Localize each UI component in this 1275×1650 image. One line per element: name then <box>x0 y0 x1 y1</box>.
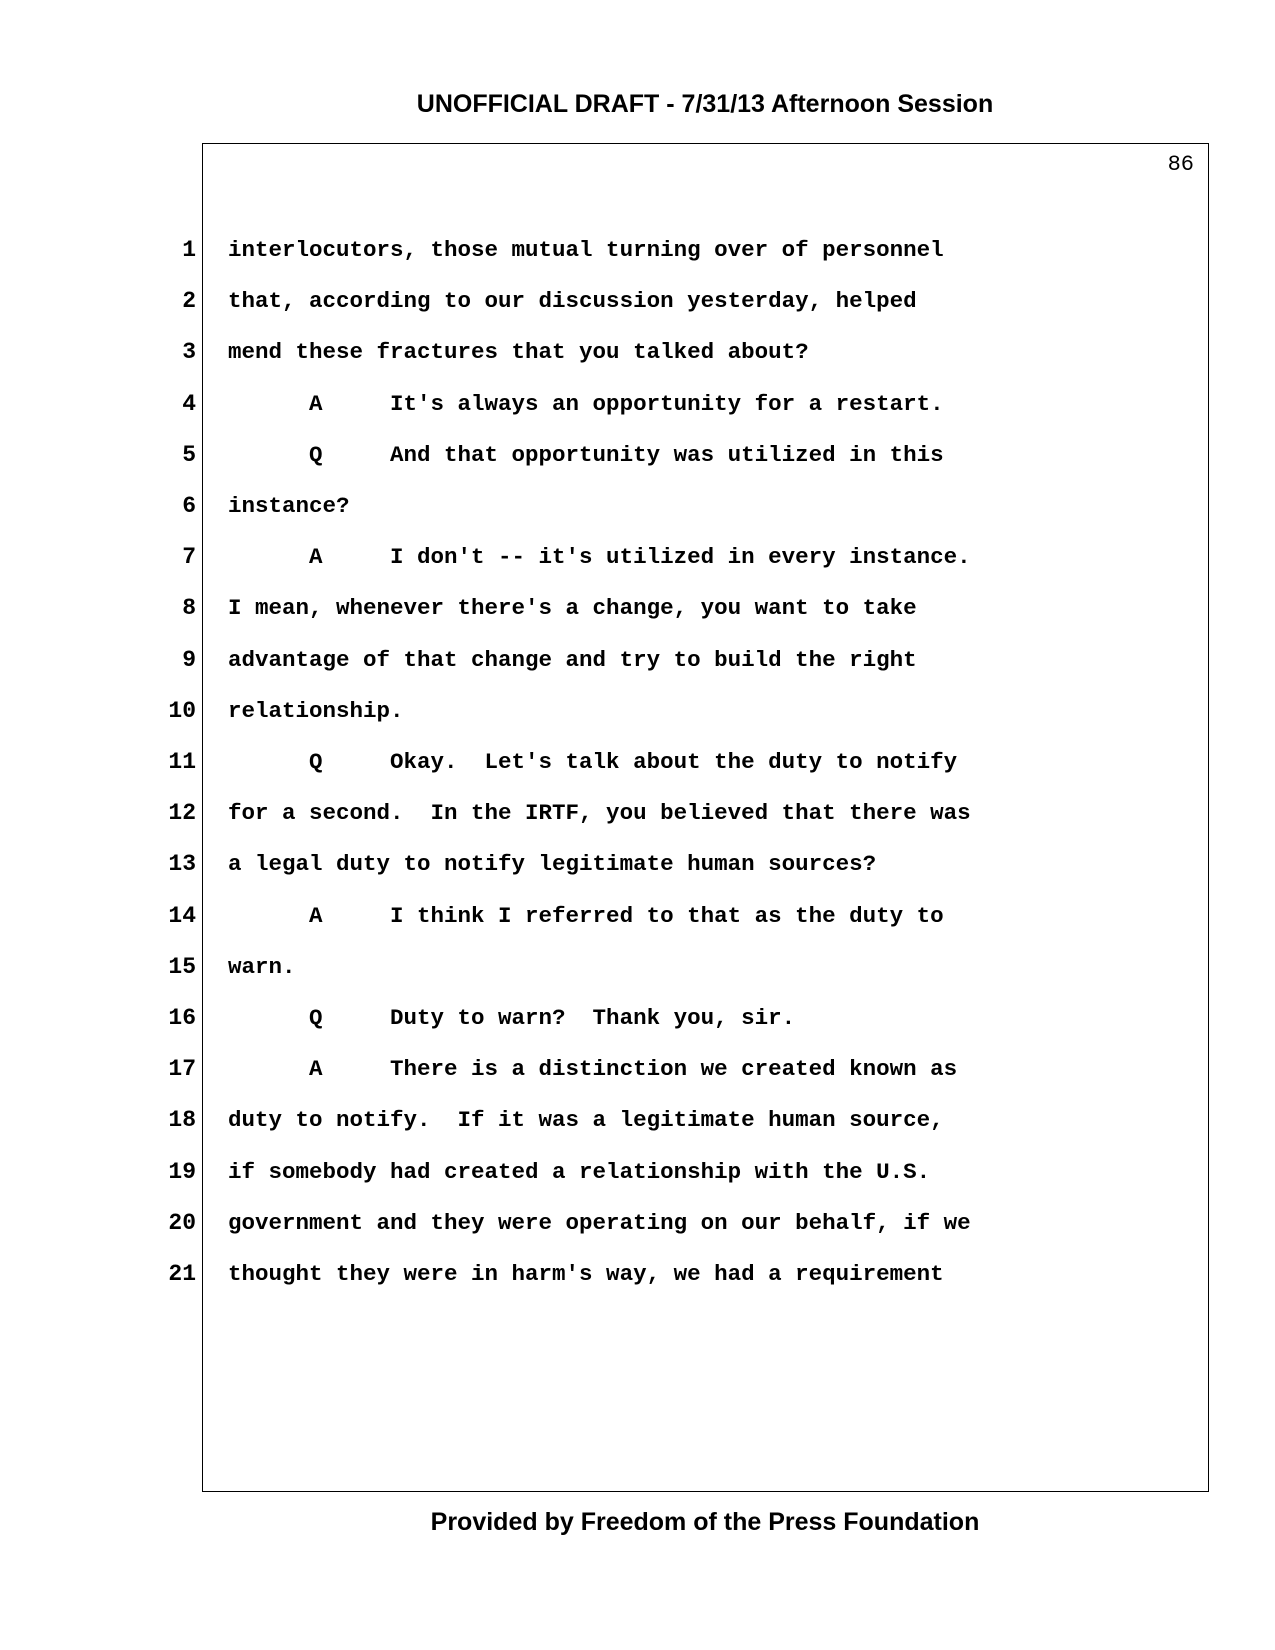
transcript-line <box>0 1152 1209 1192</box>
transcript-line <box>0 947 1209 987</box>
line-text: Q And that opportunity was utilized in this <box>228 441 944 468</box>
line-text: if somebody had created a relationship with the U.S. <box>228 1158 931 1185</box>
line-text: Q Okay. Let's talk about the duty to notify <box>228 749 958 775</box>
transcript-line <box>0 332 1209 372</box>
line-text: I mean, whenever there's a change, you want to take <box>228 595 917 622</box>
line-text: government and they were operating on our behalf, if we <box>228 1209 971 1236</box>
line-number: 7 <box>182 544 196 571</box>
line-number: 1 <box>182 237 196 263</box>
line-number: 2 <box>182 288 196 315</box>
transcript-line <box>0 1100 1209 1140</box>
line-number: 8 <box>182 595 196 622</box>
line-text: A I think I referred to that as the duty to <box>228 902 944 929</box>
transcript-line <box>0 1254 1209 1294</box>
transcript-line <box>0 588 1209 628</box>
transcript-line <box>0 486 1209 526</box>
page-number: 86 <box>1167 152 1194 177</box>
line-text: interlocutors, those mutual turning over of personnel <box>228 237 944 263</box>
line-number: 10 <box>168 697 196 724</box>
line-text: warn. <box>228 953 296 980</box>
transcript-line <box>0 691 1209 731</box>
line-text: a legal duty to notify legitimate human sources? <box>228 851 877 878</box>
line-text: Q Duty to warn? Thank you, sir. <box>228 1005 796 1031</box>
line-number: 3 <box>182 339 196 366</box>
transcript-line <box>0 281 1209 321</box>
line-number: 5 <box>182 441 196 468</box>
line-text: duty to notify. If it was a legitimate human source, <box>228 1107 944 1134</box>
transcript-line <box>0 435 1209 475</box>
line-number: 6 <box>182 493 196 519</box>
line-number: 14 <box>168 902 196 929</box>
transcript-line <box>0 998 1209 1038</box>
document-footer: Provided by Freedom of the Press Foundation <box>430 1508 980 1536</box>
transcript-line <box>0 640 1209 680</box>
line-text: A I don't -- it's utilized in every instance. <box>228 544 971 571</box>
line-text: advantage of that change and try to build the right <box>228 646 917 673</box>
line-number: 15 <box>168 953 196 980</box>
line-number: 11 <box>168 749 196 775</box>
transcript-line <box>0 384 1209 424</box>
line-number: 17 <box>168 1056 196 1083</box>
transcript-line <box>0 1203 1209 1243</box>
line-number: 13 <box>168 851 196 878</box>
document-header: UNOFFICIAL DRAFT - 7/31/13 Afternoon Session <box>416 90 994 118</box>
transcript-line <box>0 742 1209 782</box>
line-number: 4 <box>182 390 196 417</box>
line-number: 16 <box>168 1005 196 1031</box>
line-number: 19 <box>168 1158 196 1185</box>
transcript-line <box>0 793 1209 833</box>
line-text: for a second. In the IRTF, you believed that there was <box>228 800 971 827</box>
line-text: instance? <box>228 493 350 519</box>
line-number: 9 <box>182 646 196 673</box>
line-text: relationship. <box>228 697 404 724</box>
transcript-line <box>0 896 1209 936</box>
line-text: mend these fractures that you talked about? <box>228 339 809 366</box>
line-number: 18 <box>168 1107 196 1134</box>
line-text: A It's always an opportunity for a restart. <box>228 390 944 417</box>
line-number: 20 <box>168 1209 196 1236</box>
line-number: 21 <box>168 1261 196 1287</box>
line-text: A There is a distinction we created known as <box>228 1056 958 1083</box>
line-text: thought they were in harm's way, we had a requirement <box>228 1261 944 1287</box>
transcript-line <box>0 230 1209 270</box>
line-text: that, according to our discussion yesterday, helped <box>228 288 917 315</box>
transcript-line <box>0 844 1209 884</box>
transcript-line <box>0 1049 1209 1089</box>
line-number: 12 <box>168 800 196 827</box>
transcript-line <box>0 537 1209 577</box>
